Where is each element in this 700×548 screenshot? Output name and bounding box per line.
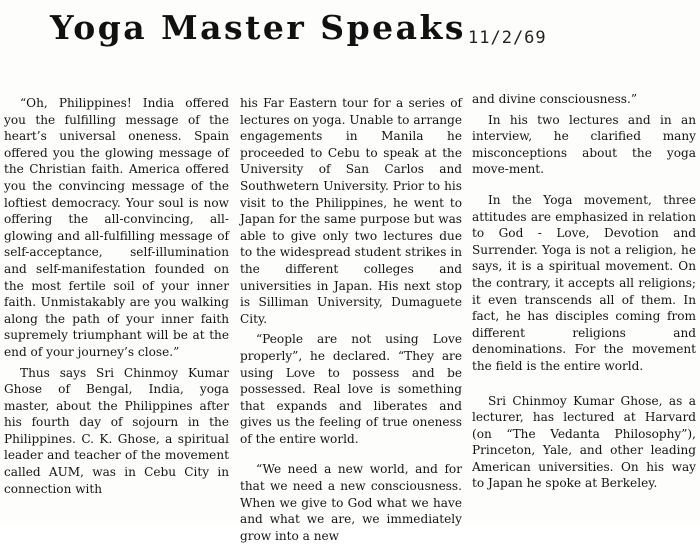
paragraph: “We need a new world, and for that we need a new consciousness. When we give to God what we have and what we are, we immediately grow into a new [240, 462, 462, 543]
headline: Yoga Master Speaks [50, 8, 466, 47]
article-column-2 [240, 95, 462, 548]
handwritten-date: 11/2/69 [468, 28, 547, 48]
paragraph: In his two lectures and in an interview, he clarified many misconceptions about the yoga move-ment. [472, 112, 696, 177]
paragraph: Thus says Sri Chinmoy Kumar Ghose of Bengal, India, yoga master, about the Philippines after his fourth day of sojourn in the Philippines. C. K. Ghose, a spiritual leader and teacher of the movement called AUM, was in Cebu City in connection with [4, 365, 229, 496]
article-column-1 [4, 95, 229, 501]
paragraph: In the Yoga movement, three attitudes are emphasized in relation to God - Love, Devotion and Surrender. Yoga is not a religion, he says, it is a spiritual movement. On the contrary, it accepts all religions; it even transcends all of them. In fact, he has disciples coming from different religions and denominations. For the movement the field is the entire world. [472, 192, 696, 373]
paragraph: his Far Eastern tour for a series of lectures on yoga. Unable to arrange engagements in Manila he proceeded to Cebu to speak at the University of San Carlos and Southwetern University. Prior to his visit to the Philippines, he went to Japan for the same purpose but was able to give only two lectures due to the widespread student strikes in the different colleges and universities in Japan. His next stop is Silliman University, Dumaguete City. [240, 96, 462, 326]
article-column-3 [472, 91, 696, 496]
paragraph: and divine consciousness.” [472, 92, 638, 106]
paragraph: “People are not using Love properly”, he declared. “They are using Love to possess and be possessed. Real love is something that expands and liberates and gives us the feeling of true oneness of the entire world. [240, 332, 462, 446]
paragraph: “Oh, Philippines! India offered you the fulfilling message of the heart’s universal oneness. Spain offered you the glowing message of the Christian faith. America offered you the convincing message of the loftiest democracy. Your soul is now offering the all-convincing, all-glowing and all-fulfilling message of self-acceptance, self-illumination and self-manifestation founded on the most fertile soil of your inner faith. Unmistakably are you walking along the path of your inner faith supremely triumphant will be at the end of your journey’s close.” [4, 96, 229, 359]
paragraph: Sri Chinmoy Kumar Ghose, as a lecturer, has lectured at Harvard (on “The Vedanta Philosophy”), Princeton, Yale, and other leading American universities. On his way to Japan he spoke at Berkeley. [472, 393, 696, 491]
